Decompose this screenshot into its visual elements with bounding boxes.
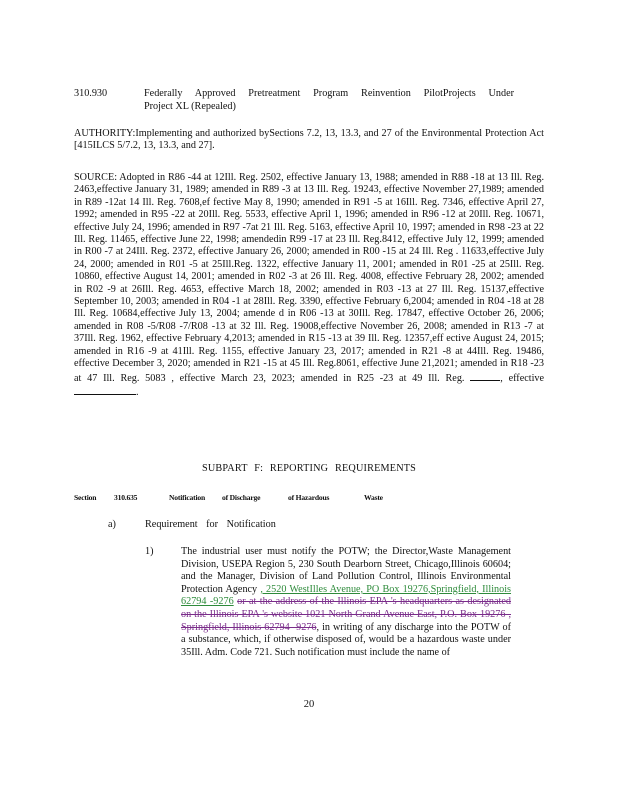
subsection-a-title: Requirement for Notification (145, 519, 276, 530)
section-label: Section (74, 493, 97, 502)
section-number: 310.930 (74, 88, 108, 99)
subsection-a-label: a) (108, 519, 116, 530)
source-paragraph (74, 172, 544, 399)
item-1-text-before: The industrial user must notify the POTW; the Director,Waste Management Division, USEPA Region 5, 230 South Dearborn Street, Chicago,Illinois 60604; and the Manager, Division of Land Pollution Control, Illinois Environmental Protection Agency (181, 546, 511, 595)
section-word-notification: Notification (169, 493, 205, 502)
page-number: 20 (303, 699, 315, 710)
section-word-hazardous: of Hazardous (288, 493, 330, 502)
blank-page-line (470, 371, 500, 381)
deleted-text: or at the address of the Illinois EPA 's headquarters as designated on the Illinois EPA 's website 1021 North Grand Avenue East, P.O. Box 19276 , Springfield, Illinois 62794 -9276 (181, 596, 511, 633)
source-end: . (136, 386, 139, 398)
section-title-line2: Project XL (Repealed) (144, 100, 236, 112)
authority-paragraph: AUTHORITY:Implementing and authorized bySections 7.2, 13, 13.3, and 27 of the Environmental Protection Act [415ILCS 5/7.2, 13, 13.3, and 27]. (74, 128, 544, 152)
blank-date-line (74, 385, 136, 395)
source-comma: , (500, 372, 503, 384)
item-1-text-after: , in writing of any discharge into the POTW of a substance, which, if otherwise disposed of, would be a hazardous waste under 35Ill. Adm. Code 721. Such notification must include the name of (181, 621, 511, 658)
source-text: SOURCE: Adopted in R86 -44 at 12Ill. Reg. 2502, effective January 13, 1988; amended in R88 -18 at 13 Ill. Reg. 2463,effective January 31, 1989; amended in R89 -3 at 13 Ill. Reg. 19243, effective November 27,1989; amended in R89 -12at 14 Ill. Reg. 7608,ef fective May 8, 1990; amended in R91 -5 at 16Ill. Reg. 7346, effective April 27, 1992; amended in R95 -22 at 20Ill. Reg. 5533, effective April 1, 1996; amended in R96 -12 at 20Ill. Reg. 10671, effective July 24, 1996; amended in R97 -7at 21 Ill. Reg. 5163, effective April 10, 1997; amended in R98 -23 at 22 Ill. Reg. 11465, effective June 22, 1998; amendedin R99 -17 at 23 Ill. Reg.8412, effective July 12, 1999; amended in R00 -7 at 24Ill. Reg. 2372, effective January 26, 2000; amended in R00 -15 at 24 Ill. Reg . 11633,effective July 24, 2000; amended in R01 -5 at 25Ill.Reg. 1322, effective January 11, 2001; amended in R01 -25 at 25Ill. Reg. 10860, effective August 14, 2001; amended in R02 -3 at 26 Ill. Reg. 4008, effective February 28, 2002; amended in R02 -9 at 26Ill. Reg. 4653, effective March 18, 2002; amended in R03 -13 at 27 Ill. Reg. 15137,effective September 10, 2003; amended in R04 -1 at 28Ill. Reg. 3390, effective February 6,2004; amended in R04 -18 at 28 Ill. Reg. 10684,effective July 13, 2004; amende d in R06 -13 at 30Ill. Reg. 17847, effective October 26, 2006; amended in R08 -5/R08 -7/R08 -13 at 32 Ill. Reg. 19008,effective November 26, 2008; amended in R13 -7 at 37Ill. Reg. 1962, effective February 4,2013; amended in R15 -13 at 39 Ill. Reg. 12357,eff ective August 24, 2015; amended in R16 -9 at 41Ill. Reg. 1155, effective January 23, 2017; amended in R21 -8 at 44Ill. Reg. 19486, effective December 3, 2020; amended in R21 -15 at 45 Ill. Reg.8061, effective June 21,2021; amended in R18 -23 at 47 Ill. Reg. 5083 , effective March 23, 2023; amended in R25 -23 at 49 Ill. Reg. (74, 172, 544, 384)
item-1-label: 1) (145, 546, 154, 557)
section-word-discharge: of Discharge (222, 493, 261, 502)
section-word-waste: Waste (364, 493, 383, 502)
source-effective: effective (508, 372, 545, 384)
subpart-title: SUBPART F: REPORTING REQUIREMENTS (201, 463, 417, 474)
section-title-line1: Federally Approved Pretreatment Program Reinvention PilotProjects Under (144, 88, 514, 99)
inserted-text: , 2520 WestIlles Avenue, PO Box 19276,Springfield, Illinois 62794 -9276 (181, 583, 512, 608)
section-number-635: 310.635 (114, 493, 138, 502)
item-1-text (181, 546, 511, 659)
